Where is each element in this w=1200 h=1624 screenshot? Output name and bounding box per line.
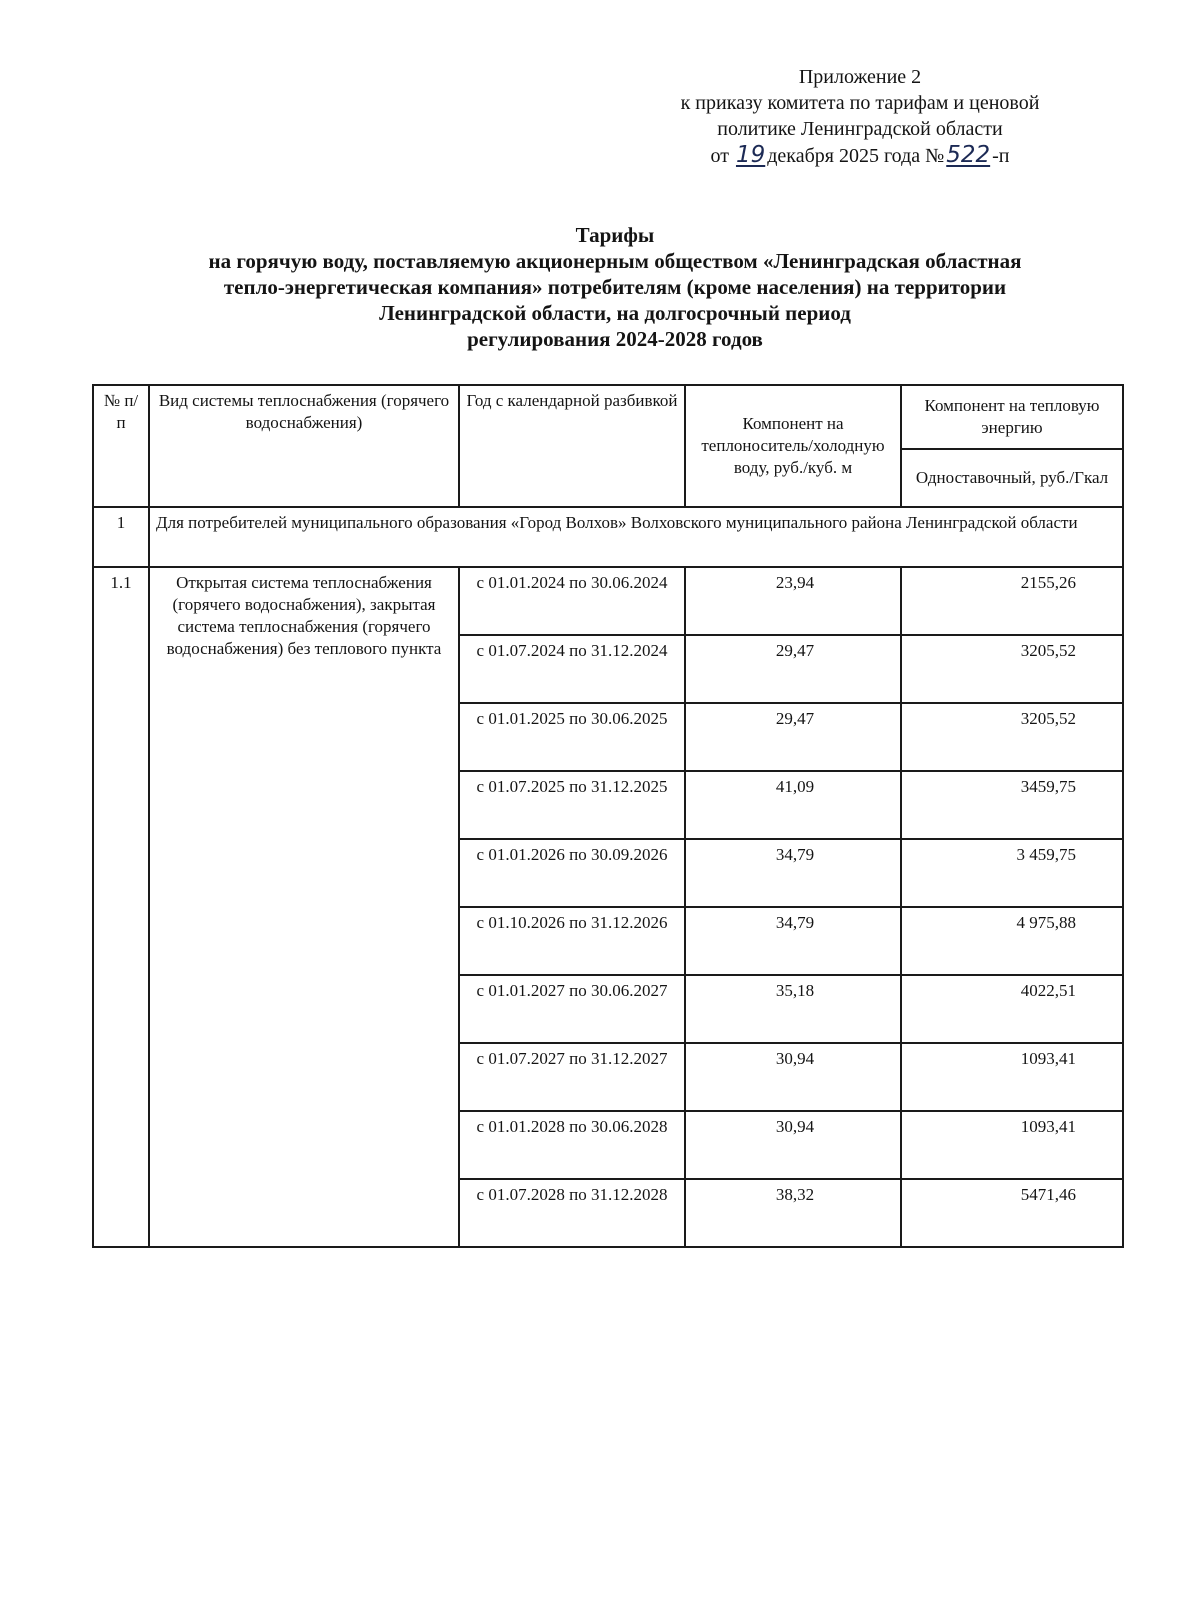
header-year: Год с календарной разбивкой — [459, 385, 685, 507]
period-cell: с 01.01.2026 по 30.09.2026 — [459, 839, 685, 907]
water-value-cell: 34,79 — [685, 839, 901, 907]
header-num: № п/п — [93, 385, 149, 507]
date-middle: декабря 2025 года № — [767, 145, 945, 167]
header-system-kind: Вид системы теплоснабжения (горячего водоснабжения) — [149, 385, 459, 507]
water-value-cell: 35,18 — [685, 975, 901, 1043]
period-cell: с 01.10.2026 по 31.12.2026 — [459, 907, 685, 975]
period-cell: с 01.01.2024 по 30.06.2024 — [459, 567, 685, 635]
period-cell: с 01.07.2025 по 31.12.2025 — [459, 771, 685, 839]
order-date-line — [600, 142, 1120, 169]
title-line-1: Тарифы — [575, 223, 655, 247]
heat-value-cell: 4022,51 — [901, 975, 1123, 1043]
header-water-component: Компонент на теплоноситель/холодную воду, руб./куб. м — [685, 385, 901, 507]
water-value-cell: 29,47 — [685, 703, 901, 771]
title-line-3: тепло-энергетическая компания» потребителям (кроме населения) на территории — [223, 275, 1007, 299]
document-title — [100, 222, 1130, 352]
water-value-cell: 34,79 — [685, 907, 901, 975]
header-heat-component: Компонент на тепловую энергию — [901, 385, 1123, 449]
period-cell: с 01.07.2028 по 31.12.2028 — [459, 1179, 685, 1247]
order-reference-line1: к приказу комитета по тарифам и ценовой — [680, 92, 1040, 114]
water-value-cell: 30,94 — [685, 1043, 901, 1111]
water-value-cell: 38,32 — [685, 1179, 901, 1247]
water-value-cell: 23,94 — [685, 567, 901, 635]
handwritten-day: 19 — [735, 142, 766, 168]
handwritten-order-number: 522 — [946, 142, 991, 168]
tariff-table — [92, 384, 1124, 1248]
water-value-cell: 29,47 — [685, 635, 901, 703]
group-system-kind: Открытая система теплоснабжения (горячего водоснабжения), закрытая система теплоснабжения (горячего водоснабжения) без теплового пункта — [149, 567, 459, 1247]
group-num: 1.1 — [93, 567, 149, 1247]
number-suffix: -п — [992, 145, 1010, 167]
water-value-cell: 41,09 — [685, 771, 901, 839]
heat-value-cell: 2155,26 — [901, 567, 1123, 635]
heat-value-cell: 4 975,88 — [901, 907, 1123, 975]
appendix-header — [600, 64, 1120, 169]
water-value-cell: 30,94 — [685, 1111, 901, 1179]
title-line-5: регулирования 2024-2028 годов — [467, 327, 763, 351]
header-heat-single-rate: Одноставочный, руб./Гкал — [901, 449, 1123, 507]
heat-value-cell: 3205,52 — [901, 635, 1123, 703]
appendix-label: Приложение 2 — [798, 66, 922, 88]
date-prefix: от — [710, 145, 729, 167]
heat-value-cell: 1093,41 — [901, 1043, 1123, 1111]
period-cell: с 01.01.2025 по 30.06.2025 — [459, 703, 685, 771]
section-num: 1 — [93, 507, 149, 567]
order-reference-line2: политике Ленинградской области — [717, 118, 1003, 140]
heat-value-cell: 3205,52 — [901, 703, 1123, 771]
period-cell: с 01.07.2027 по 31.12.2027 — [459, 1043, 685, 1111]
title-line-4: Ленинградской области, на долгосрочный период — [379, 301, 851, 325]
heat-value-cell: 1093,41 — [901, 1111, 1123, 1179]
section-row — [93, 507, 1123, 567]
period-cell: с 01.07.2024 по 31.12.2024 — [459, 635, 685, 703]
section-description: Для потребителей муниципального образования «Город Волхов» Волховского муниципального района Ленинградской области — [149, 507, 1123, 567]
heat-value-cell: 3 459,75 — [901, 839, 1123, 907]
table-row — [93, 567, 1123, 635]
period-cell: с 01.01.2028 по 30.06.2028 — [459, 1111, 685, 1179]
heat-value-cell: 5471,46 — [901, 1179, 1123, 1247]
heat-value-cell: 3459,75 — [901, 771, 1123, 839]
title-line-2: на горячую воду, поставляемую акционерным обществом «Ленинградская областная — [208, 249, 1022, 273]
period-cell: с 01.01.2027 по 30.06.2027 — [459, 975, 685, 1043]
